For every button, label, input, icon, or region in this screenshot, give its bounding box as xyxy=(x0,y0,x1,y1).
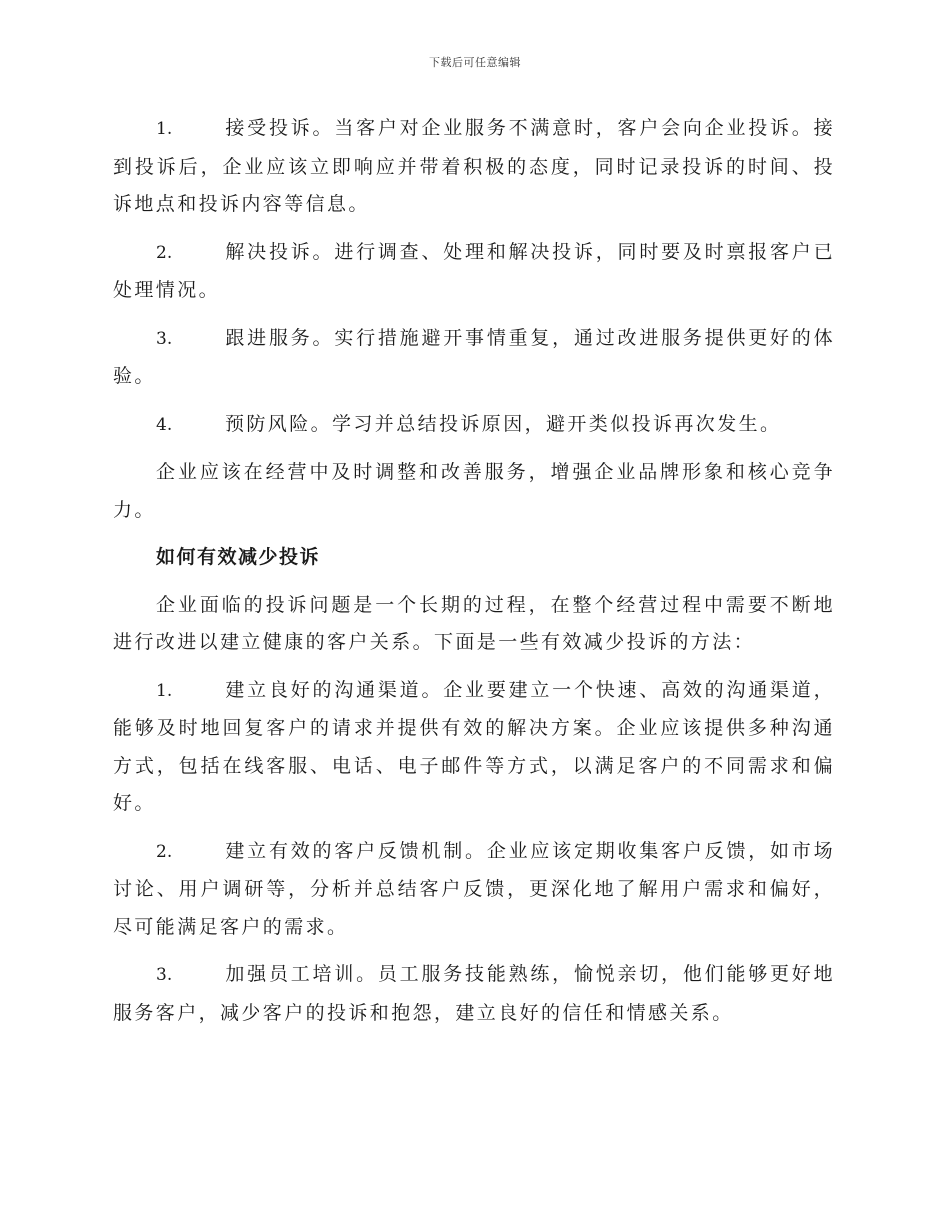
list-item xyxy=(113,406,835,445)
list-item xyxy=(113,956,835,1032)
list-number: 4. xyxy=(156,414,173,435)
list-item-text: 解决投诉。进行调查、处理和解决投诉，同时要及时禀报客户已处理情况。 xyxy=(113,240,835,301)
conclusion-paragraph: 企业应该在经营中及时调整和改善服务，增强企业品牌形象和核心竞争力。 xyxy=(113,461,835,521)
list-item xyxy=(113,110,835,224)
list-item xyxy=(113,833,835,947)
page-header: 下载后可任意编辑 xyxy=(429,56,521,69)
list-item xyxy=(113,672,835,823)
document-body xyxy=(113,110,835,1042)
list-item-text: 建立有效的客户反馈机制。企业应该定期收集客户反馈，如市场讨论、用户调研等，分析并总结客户反馈，更深化地了解用户需求和偏好，尽可能满足客户的需求。 xyxy=(113,839,835,938)
list-item-text: 建立良好的沟通渠道。企业要建立一个快速、高效的沟通渠道，能够及时地回复客户的请求并提供有效的解决方案。企业应该提供多种沟通方式，包括在线客服、电话、电子邮件等方式，以满足客户的不同需求和偏好。 xyxy=(113,678,835,814)
list-number: 1. xyxy=(156,680,173,701)
intro-paragraph: 企业面临的投诉问题是一个长期的过程，在整个经营过程中需要不断地进行改进以建立健康的客户关系。下面是一些有效减少投诉的方法： xyxy=(113,593,835,653)
list-item-text: 接受投诉。当客户对企业服务不满意时，客户会向企业投诉。接到投诉后，企业应该立即响应并带着积极的态度，同时记录投诉的时间、投诉地点和投诉内容等信息。 xyxy=(113,117,835,215)
list-item-text: 预防风险。学习并总结投诉原因，避开类似投诉再次发生。 xyxy=(225,412,782,435)
section-heading: 如何有效减少投诉 xyxy=(156,546,321,568)
list-number: 2. xyxy=(156,242,173,263)
list-item xyxy=(113,320,835,396)
list-number: 2. xyxy=(156,841,173,862)
list-item-text: 跟进服务。实行措施避开事情重复，通过改进服务提供更好的体验。 xyxy=(113,326,835,387)
list-number: 3. xyxy=(156,965,173,985)
list-item xyxy=(113,234,835,310)
list-item-text: 加强员工培训。员工服务技能熟练，愉悦亲切，他们能够更好地服务客户，减少客户的投诉和抱怨，建立良好的信任和情感关系。 xyxy=(113,963,835,1024)
list-number: 1. xyxy=(156,119,173,139)
list-number: 3. xyxy=(156,328,173,349)
